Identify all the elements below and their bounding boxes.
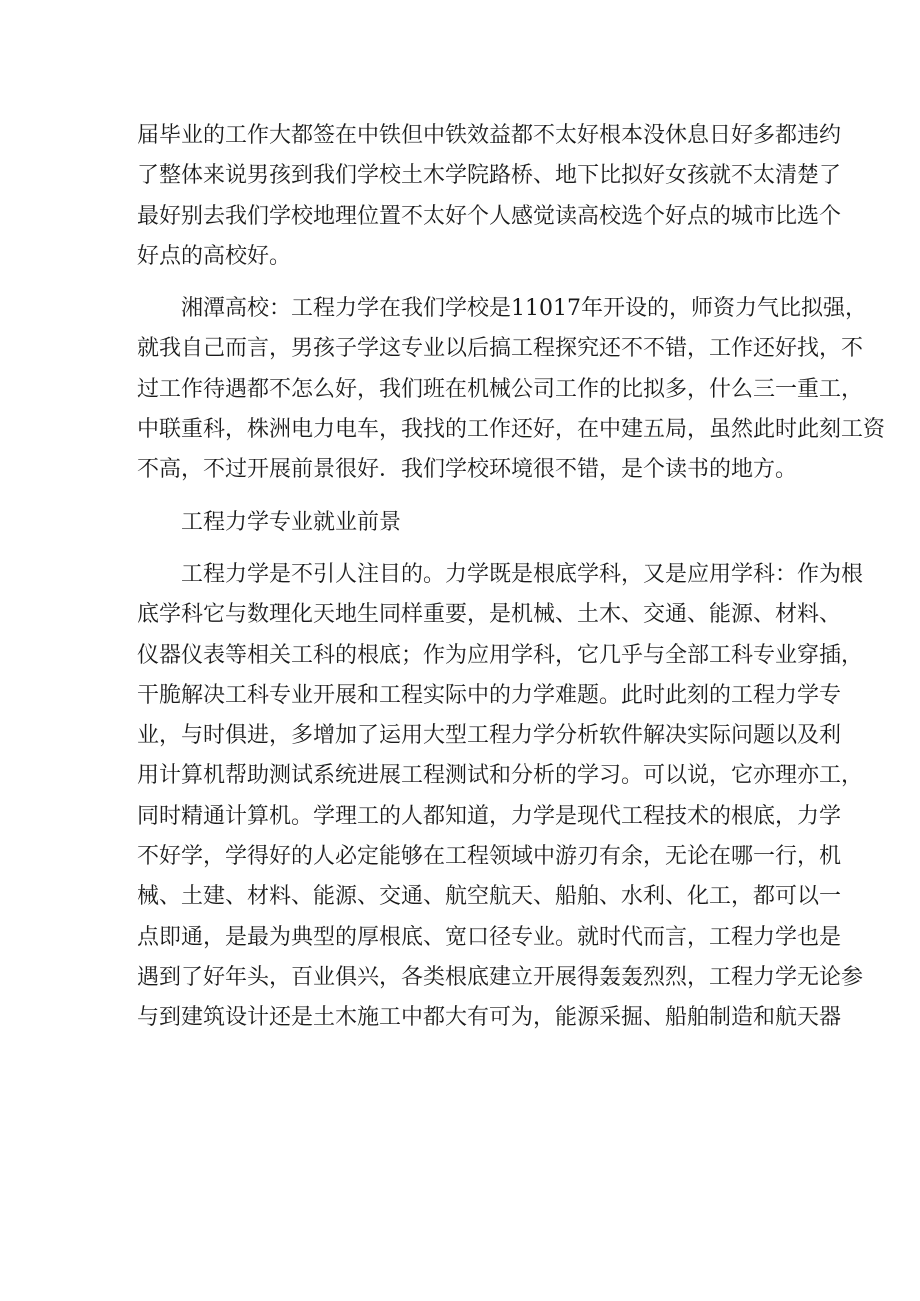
text-line: 与到建筑设计还是土木施工中都大有可为，能源采掘、船舶制造和航天器 bbox=[137, 1005, 842, 1031]
document-body bbox=[137, 116, 886, 1039]
text-line: 好点的高校好。 bbox=[137, 243, 292, 269]
text-line: 遇到了好年头，百业俱兴，各类根底建立开展得轰轰烈烈，工程力学无论参 bbox=[137, 964, 864, 990]
text-line: 不高，不过开展前景很好．我们学校环境很不错，是个读书的地方。 bbox=[137, 457, 798, 483]
paragraph-gap bbox=[137, 491, 797, 503]
text-line: 了整体来说男孩到我们学校土木学院路桥、地下比拟好女孩就不太清楚了 bbox=[137, 163, 842, 189]
text-line: 干脆解决工科专业开展和工程实际中的力学难题。此时此刻的工程力学专 bbox=[137, 682, 842, 708]
text-line: 湘潭高校：工程力学在我们学校是11017年开设的，师资力气比拟强， bbox=[181, 296, 867, 322]
text-line: 中联重科，株洲电力电车，我找的工作还好，在中建五局，虽然此时此刻工资 bbox=[137, 417, 886, 443]
paragraph-continuation bbox=[137, 116, 842, 277]
paragraph-gap bbox=[137, 277, 797, 289]
text-line: 用计算机帮助测试系统进展工程测试和分析的学习。可以说，它亦理亦工， bbox=[137, 763, 864, 789]
text-line: 最好别去我们学校地理位置不太好个人感觉读高校选个好点的城市比选个 bbox=[137, 203, 842, 229]
text-line: 就我自己而言，男孩子学这专业以后搞工程探究还不不错，工作还好找，不 bbox=[137, 336, 864, 362]
text-line: 点即通，是最为典型的厚根底、宽口径专业。就时代而言，工程力学也是 bbox=[137, 924, 842, 950]
text-line: 过工作待遇都不怎么好，我们班在机械公司工作的比拟多，什么三一重工， bbox=[137, 376, 864, 402]
text-line: 工程力学是不引人注目的。力学既是根底学科，又是应用学科：作为根 bbox=[181, 561, 864, 587]
paragraph-xiangtan bbox=[137, 289, 886, 490]
text-line: 业，与时俱进，多增加了运用大型工程力学分析软件解决实际问题以及利 bbox=[137, 723, 842, 749]
text-line: 械、土建、材料、能源、交通、航空航天、船舶、水利、化工，都可以一 bbox=[137, 884, 842, 910]
section-title: 工程力学专业就业前景 bbox=[181, 509, 402, 535]
section-heading bbox=[137, 503, 797, 543]
text-line: 仪器仪表等相关工科的根底；作为应用学科，它几乎与全部工科专业穿插， bbox=[137, 642, 864, 668]
text-line: 届毕业的工作大都签在中铁但中铁效益都不太好根本没休息日好多都违约 bbox=[137, 123, 842, 148]
text-line: 底学科它与数理化天地生同样重要，是机械、土木、交通、能源、材料、 bbox=[137, 602, 842, 628]
paragraph-prospects bbox=[137, 555, 864, 1039]
text-line: 不好学，学得好的人必定能够在工程领域中游刃有余，无论在哪一行，机 bbox=[137, 844, 842, 870]
text-line: 同时精通计算机。学理工的人都知道，力学是现代工程技术的根底，力学 bbox=[137, 803, 842, 829]
paragraph-gap bbox=[137, 543, 797, 555]
